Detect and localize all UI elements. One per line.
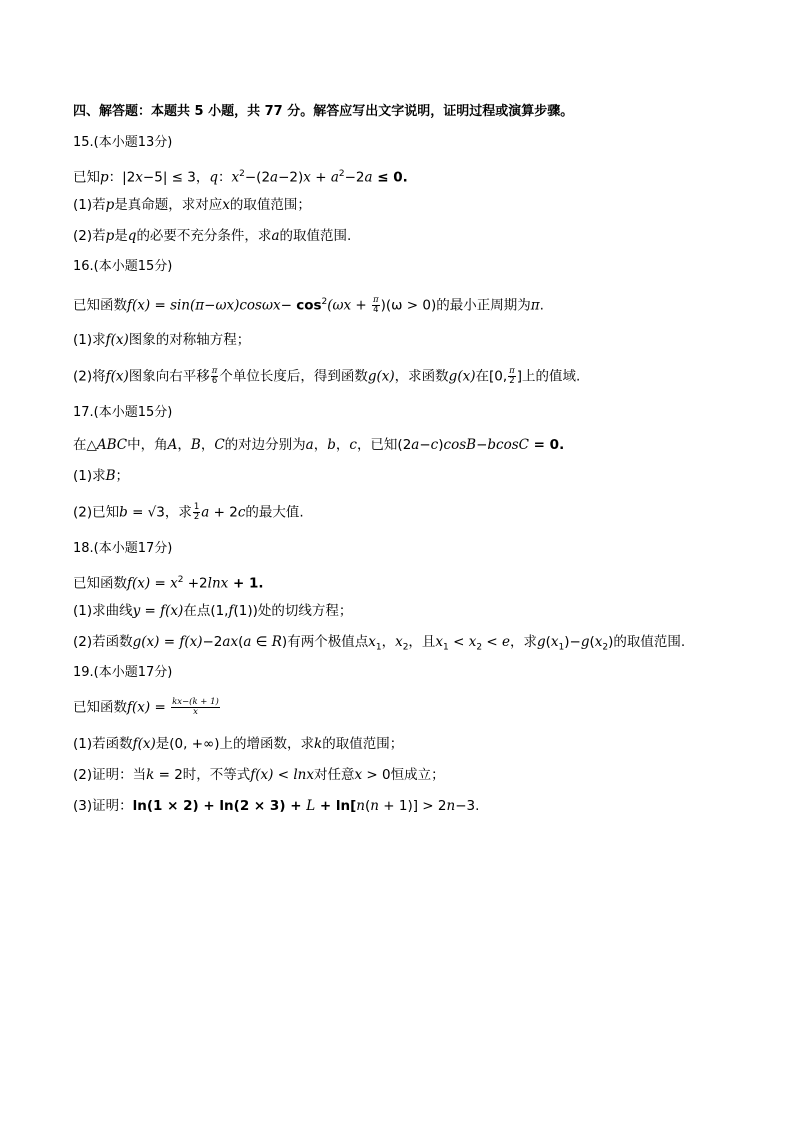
q19-header: 19.(本小题17分) (73, 665, 173, 680)
q19-part3: (3)证明：ln(1 × 2) + ln(2 × 3) + L + ln[n(n + 1)] > 2n−3. (73, 798, 480, 814)
fraction-pi-over-6: $\frac{\pi}{6}$ (211, 366, 218, 386)
q18-part1: (1)求曲线y = f(x)在点(1,f(1))处的切线方程； (73, 603, 353, 619)
fraction-one-half: $\frac{1}{2}$ (193, 502, 200, 522)
section-heading: 四、解答题：本题共 5 小题，共 77 分。解答应写出文字说明，证明过程或演算步骤。 (73, 104, 574, 119)
fraction-pi-over-2: $\frac{\pi}{2}$ (509, 366, 515, 386)
q19-part1: (1)若函数f(x)是(0, +∞)上的增函数，求k的取值范围； (73, 736, 404, 752)
q15-stem: 已知p：|2x−5| ≤ 3，q：$x^2-(2a-2)x + a^2-2a \le 0$. (73, 169, 408, 186)
q19-part2: (2)证明：当k = 2时，不等式f(x) < lnx对任意x > 0恒成立； (73, 767, 445, 783)
q15-part1: (1)若p是真命题，求对应x的取值范围； (73, 197, 311, 213)
fraction-kx-over-x: $\frac{kx-(k + 1)}{x}$ (172, 697, 219, 717)
q17-part2: (2)已知b = √3，求 $\frac{1}{2}$ a + 2c的最大值. (73, 502, 304, 522)
q18-stem: 已知函数$f(x) = x^2 +2\ln x + 1$. (73, 575, 264, 592)
q16-part1: (1)求f(x)图象的对称轴方程； (73, 332, 251, 348)
q16-header: 16.(本小题15分) (73, 259, 173, 274)
q17-stem: 在△ABC中，角A，B，C的对边分别为a，b，c，已知(2a−c)cosB−bcosC = 0. (73, 437, 565, 453)
q17-part1: (1)求B； (73, 468, 130, 484)
q15-header: 15.(本小题13分) (73, 135, 173, 150)
q17-header: 17.(本小题15分) (73, 405, 173, 420)
q15-part2: (2)若p是q的必要不充分条件，求a的取值范围. (73, 228, 352, 244)
q16-stem: 已知函数$f(x) = \sin(\pi-\omega x)\cos\omega x- \cos^2(\omega x$ + $\frac{\pi}{4}$ )(ω > 0)的最小正周期为π. (73, 295, 544, 315)
fraction-pi-over-4: $\frac{\pi}{4}$ (373, 295, 379, 315)
q19-stem: 已知函数f(x) = $\frac{kx-(k + 1)}{x}$ (73, 697, 219, 717)
q18-part2: (2)若函数g(x) = f(x)−2ax(a ∈ R)有两个极值点$x_1$，$x_2$，且$x_1 < x_2 < e$，求$g(x_1)-g(x_2)$的取值范围. (73, 634, 686, 653)
q18-header: 18.(本小题17分) (73, 541, 173, 556)
q16-part2: (2)将f(x)图象向右平移 $\frac{\pi}{6}$ 个单位长度后，得到函数g(x)，求函数g(x)在[0, $\frac{\pi}{2}$ ]上的值域. (73, 366, 581, 386)
